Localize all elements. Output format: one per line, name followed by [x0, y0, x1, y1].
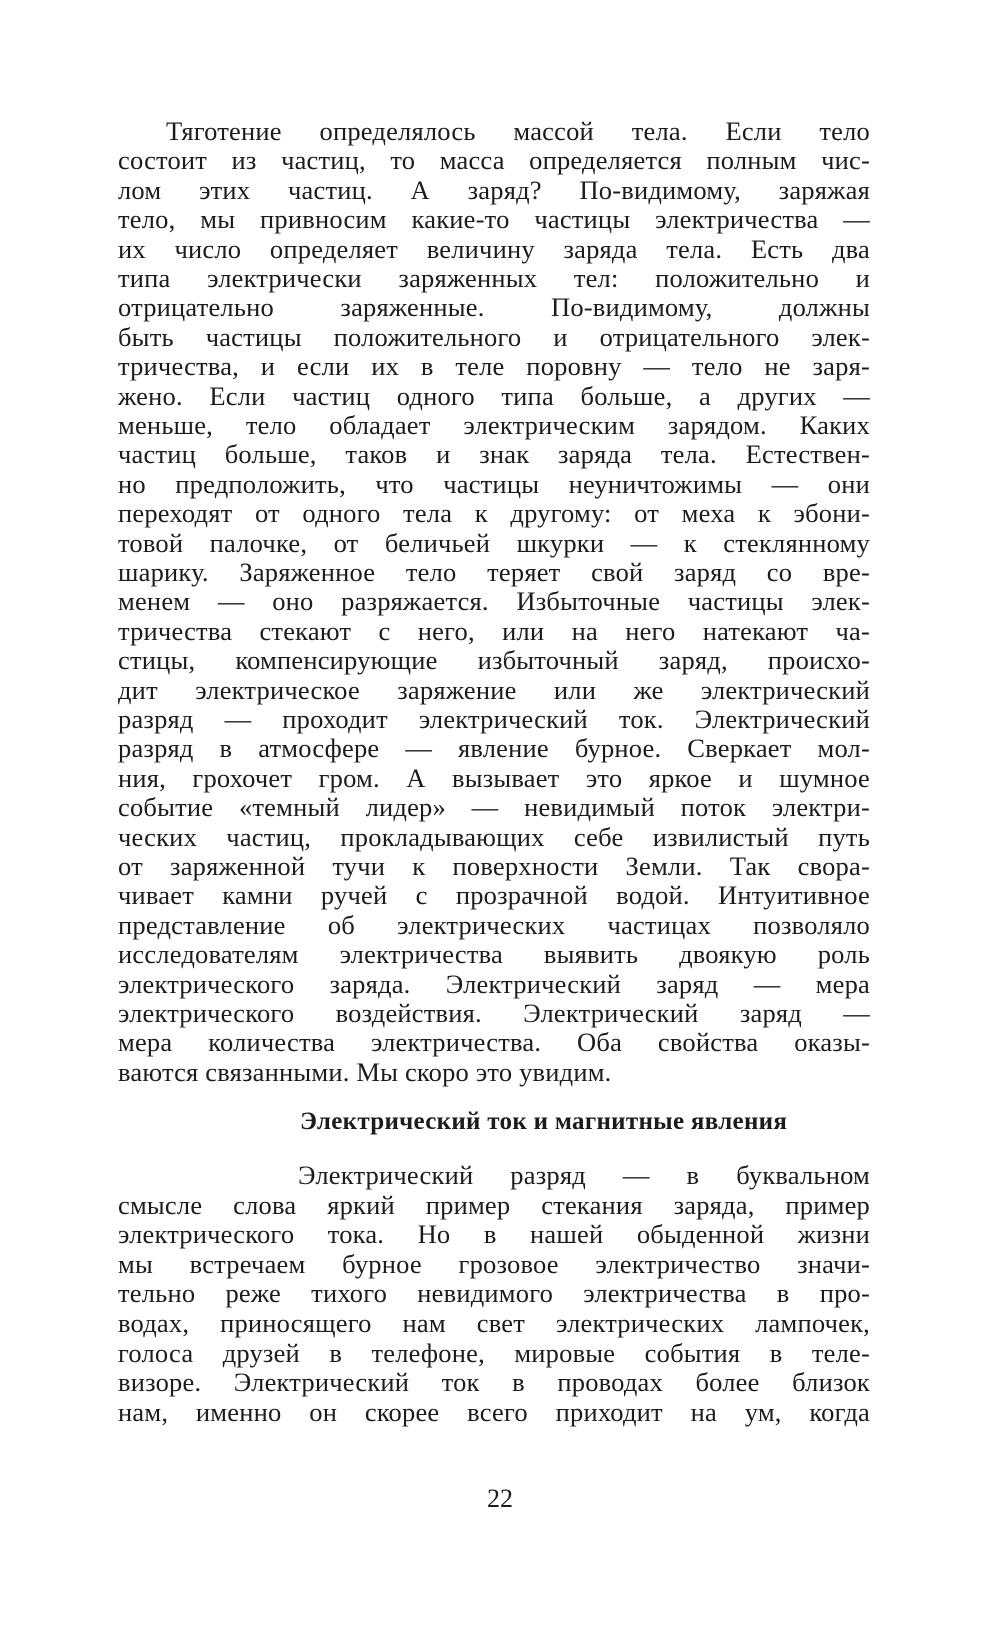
text-line: шарику. Заряженное тело теряет свой заряд со вре-: [118, 557, 870, 587]
text-line: товой палочке, от беличьей шкурки — к стеклянному: [118, 527, 870, 558]
text-line: тельно реже тихого невидимого электричества в про-: [118, 1278, 870, 1309]
text-line: их число определяет величину заряда тела. Есть два: [118, 233, 870, 264]
text-line: тричества, и если их в теле поровну — тело не заря-: [118, 351, 870, 382]
text-line: дит электрическое заряжение или же электрический: [118, 674, 870, 705]
text-line: быть частицы положительного и отрицательного элек-: [118, 321, 870, 352]
text-line: от заряженной тучи к поверхности Земли. Так свора-: [118, 851, 870, 881]
section-heading: Электрический ток и магнитные явления: [300, 1108, 788, 1135]
text-line: тричества стекают с него, или на него натекают ча-: [118, 615, 870, 646]
text-line: ваются связанными. Мы скоро это увидим.: [118, 1056, 612, 1087]
text-line: разряд — проходит электрический ток. Электрический: [118, 704, 870, 734]
text-line: переходят от одного тела к другому: от меха к эбони-: [118, 498, 870, 529]
text-line: жено. Если частиц одного типа больше, а других —: [118, 380, 870, 411]
text-line: Электрический разряд — в буквальном: [298, 1160, 870, 1190]
text-line: электрического тока. Но в нашей обыденной жизни: [118, 1219, 870, 1250]
text-line: лом этих частиц. А заряд? По-видимому, заряжая: [118, 174, 870, 205]
text-line: ческих частиц, прокладывающих себе извилистый путь: [118, 821, 870, 852]
text-line: представление об электрических частицах позволяло: [118, 909, 870, 940]
text-line: Тяготение определялось массой тела. Если тело: [166, 116, 870, 146]
text-line: мера количества электричества. Оба свойства оказы-: [118, 1027, 870, 1058]
text-line: ния, грохочет гром. А вызывает это яркое и шумное: [118, 762, 870, 793]
text-line: тело, мы привносим какие-то частицы электричества —: [118, 204, 870, 235]
text-line: нам, именно он скорее всего приходит на ум, когда: [118, 1396, 870, 1427]
text-line: но предположить, что частицы неуничтожимы — они: [118, 468, 870, 499]
text-line: водах, приносящего нам свет электрических лампочек,: [118, 1308, 870, 1338]
text-line: голоса друзей в телефоне, мировые события в теле-: [118, 1337, 870, 1368]
text-line: событие «темный лидер» — невидимый поток электри-: [118, 792, 870, 823]
text-line: электрического заряда. Электрический заряд — мера: [118, 968, 870, 999]
text-line: чивает камни ручей с прозрачной водой. Интуитивное: [118, 880, 870, 911]
text-line: разряд в атмосфере — явление бурное. Сверкает мол-: [118, 733, 870, 764]
page-number: 22: [487, 1484, 513, 1513]
text-line: частиц больше, таков и знак заряда тела. Естествен-: [118, 439, 870, 470]
text-line: типа электрически заряженных тел: положительно и: [118, 263, 870, 293]
text-line: электрического воздействия. Электрический заряд —: [118, 998, 870, 1028]
text-line: меньше, тело обладает электрическим зарядом. Каких: [118, 410, 870, 440]
text-line: состоит из частиц, то масса определяется полным чис-: [118, 145, 870, 176]
text-line: стицы, компенсирующие избыточный заряд, происхо-: [118, 645, 870, 676]
text-line: менем — оно разряжается. Избыточные частицы элек-: [118, 586, 870, 617]
text-line: смысле слова яркий пример стекания заряда, пример: [118, 1189, 870, 1220]
text-line: визоре. Электрический ток в проводах более близок: [118, 1367, 870, 1398]
text-line: отрицательно заряженные. По-видимому, должны: [118, 292, 870, 323]
text-line: исследователям электричества выявить двоякую роль: [118, 939, 870, 970]
text-line: мы встречаем бурное грозовое электричество значи-: [118, 1248, 870, 1279]
